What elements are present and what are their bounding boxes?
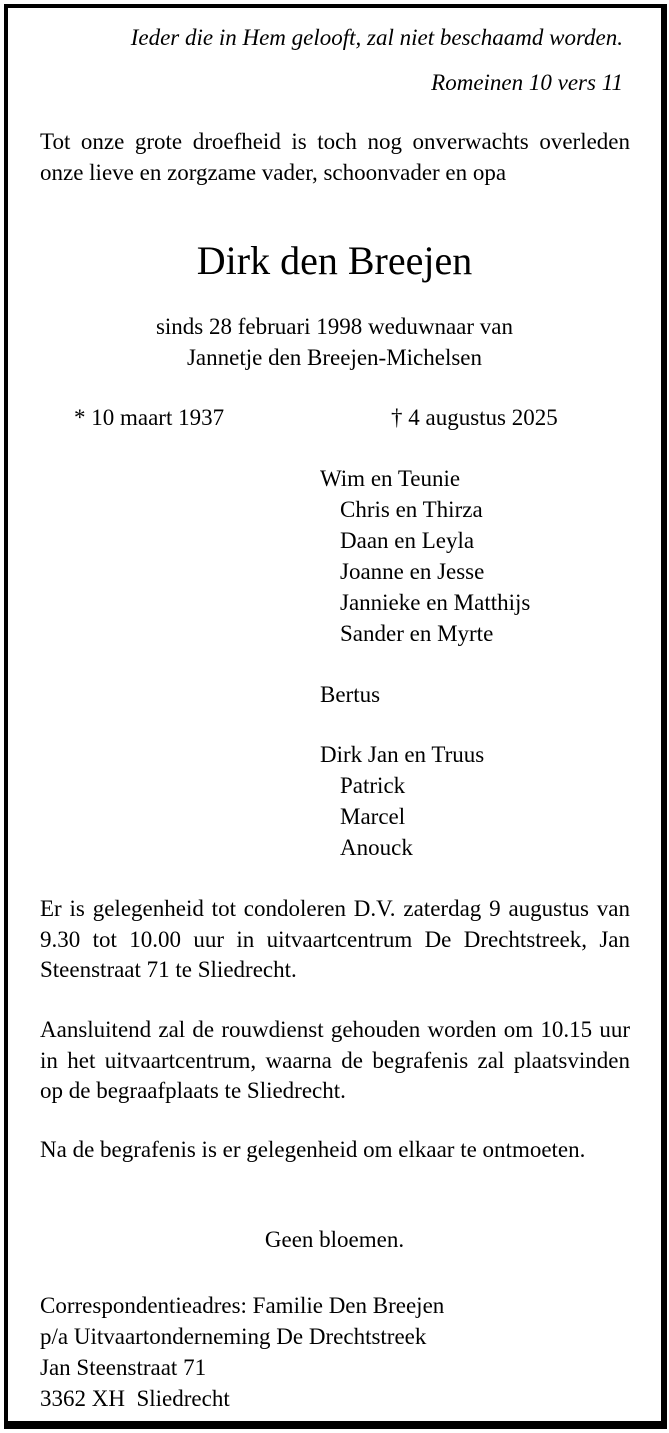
family-group-1 (320, 463, 530, 649)
bible-reference: Romeinen 10 vers 11 (431, 70, 623, 95)
no-flowers-note: Geen bloemen. (264, 1227, 405, 1252)
family-group-3 (320, 739, 484, 863)
grandchild: Daan en Leyla (340, 528, 475, 553)
bible-verse: Ieder die in Hem gelooft, zal niet beschaamd worden. (130, 25, 623, 50)
intro-text: Tot onze grote droefheid is toch nog onverwachts overleden onze lieve en zorgzame vader, schoonvader en opa (40, 129, 630, 185)
death-date: † 4 augustus 2025 (391, 405, 558, 430)
condolences-paragraph: Er is gelegenheid tot condoleren D.V. zaterdag 9 augustus van 9.30 tot 10.00 uur in uitvaartcentrum De Drechtstreek, Jan Steenstraat 71 te Sliedrecht. (40, 896, 630, 982)
service-paragraph: Aansluitend zal de rouwdienst gehouden worden om 10.15 uur in het uitvaartcentrum, waarna de begrafenis zal plaatsvinden op de begraafplaats te Sliedrecht. (40, 1017, 630, 1103)
family-member: Dirk Jan en Truus (320, 742, 485, 767)
birth-date: * 10 maart 1937 (74, 405, 225, 430)
family-group-2 (320, 679, 380, 710)
correspondence-address (40, 1290, 444, 1414)
family-member: Bertus (320, 682, 381, 707)
grandchild: Anouck (340, 835, 413, 860)
grandchild: Joanne en Jesse (340, 559, 485, 584)
grandchild: Jannieke en Matthijs (340, 590, 531, 615)
address-line: p/a Uitvaartonderneming De Drechtstreek (40, 1324, 427, 1349)
widower-line-2: Jannetje den Breejen-Michelsen (186, 345, 483, 370)
grandchild: Sander en Myrte (340, 621, 494, 646)
deceased-name: Dirk den Breejen (196, 238, 473, 283)
address-line: Correspondentieadres: Familie Den Breejen (40, 1293, 445, 1318)
grandchild: Patrick (340, 773, 406, 798)
grandchild: Marcel (340, 804, 406, 829)
address-line: 3362 XH Sliedrecht (40, 1386, 230, 1411)
notice-border (4, 4, 667, 1429)
widower-line-1: sinds 28 februari 1998 weduwnaar van (155, 314, 514, 339)
grandchild: Chris en Thirza (340, 497, 483, 522)
family-member: Wim en Teunie (320, 466, 461, 491)
address-line: Jan Steenstraat 71 (40, 1355, 207, 1380)
meeting-paragraph: Na de begrafenis is er gelegenheid om elkaar te ontmoeten. (40, 1137, 586, 1162)
